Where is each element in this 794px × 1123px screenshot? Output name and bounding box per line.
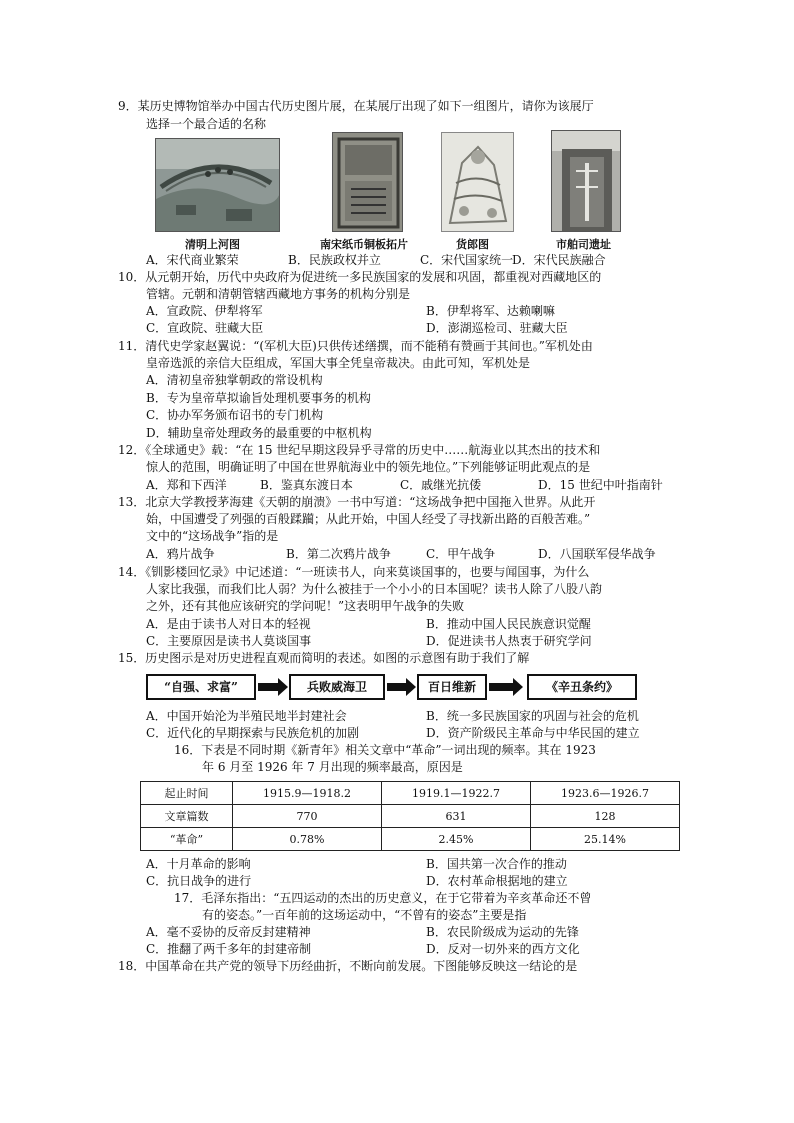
q15-option-d: D．资产阶级民主革命与中华民国的建立: [426, 726, 640, 740]
q17-option-a: A．毫不妥协的反帝反封建精神: [146, 925, 311, 939]
q13-option-d: D．八国联军侵华战争: [538, 547, 656, 561]
q11-option-d: D．辅助皇帝处理政务的最重要的中枢机构: [146, 426, 372, 440]
q9-option-c: C．宋代国家统一: [420, 253, 514, 267]
table-cell: 128: [531, 805, 680, 828]
q17-option-b: B．农民阶级成为运动的先锋: [426, 925, 579, 939]
song-paper-money-plate-rubbing-image: [332, 132, 403, 232]
q9-caption-4: 市舶司遗址: [556, 238, 611, 251]
q9-caption-1: 清明上河图: [185, 238, 240, 251]
q9-stem-line2: 选择一个最合适的名称: [146, 117, 267, 131]
q16-stem-line1: 16．下表是不同时期《新青年》相关文章中“革命”一词出现的频率。其在 1923: [174, 743, 596, 757]
maritime-trade-office-site-image: [551, 130, 621, 232]
q16-option-a: A．十月革命的影响: [146, 857, 251, 871]
q14-stem-line2: 人家比我强，而我们比人弱？为什么被挂于一个小小的日本国呢？读书人除了八股八韵: [146, 582, 603, 596]
table-cell: 631: [382, 805, 531, 828]
q9-option-b: B．民族政权并立: [288, 253, 381, 267]
q14-option-b: B．推动中国人民民族意识觉醒: [426, 617, 591, 631]
q14-stem-line1: 14．《钏影楼回忆录》中记述道：“一班读书人，向来莫谈国事的，也要与闻国事，为什么: [118, 565, 590, 579]
q12-option-c: C．戚继光抗倭: [400, 478, 482, 492]
table-cell: 1919.1—1922.7: [382, 782, 531, 805]
q17-option-c: C．推翻了两千多年的封建帝制: [146, 942, 312, 956]
q9-caption-2: 南宋纸币铜板拓片: [320, 238, 408, 251]
q14-option-c: C．主要原因是读书人莫谈国事: [146, 634, 312, 648]
q13-stem-line3: 文中的“这场战争”指的是: [146, 529, 279, 543]
table-cell: 1923.6—1926.7: [531, 782, 680, 805]
q16-option-c: C．抗日战争的进行: [146, 874, 252, 888]
table-cell: 1915.9—1918.2: [233, 782, 382, 805]
q12-option-d: D．15 世纪中叶指南针: [538, 478, 663, 492]
table-cell: 0.78%: [233, 828, 382, 851]
q18-stem-line1: 18．中国革命在共产党的领导下历经曲折，不断向前发展。下图能够反映这一结论的是: [118, 959, 578, 973]
q11-option-b: B．专为皇帝草拟谕旨处理机要事务的机构: [146, 391, 371, 405]
table-row: [141, 805, 680, 828]
q17-option-d: D．反对一切外来的西方文化: [426, 942, 580, 956]
q11-stem-line1: 11．清代史学家赵翼说：“(军机大臣)只供传述缮撰，而不能稍有赞画于其间也。”军机处由: [118, 339, 593, 353]
flow-arrow-1: [258, 683, 278, 691]
flow-box-self-strengthening: “自强、求富”: [146, 674, 256, 700]
revolution-frequency-table: [140, 781, 680, 851]
q10-option-b: B．伊犁将军、达赖喇嘛: [426, 304, 555, 318]
flow-arrow-2: [387, 683, 406, 691]
q14-stem-line3: 之外，还有其他应该研究的学问呢！”这表明甲午战争的失败: [146, 599, 465, 613]
q13-option-c: C．甲午战争: [426, 547, 496, 561]
table-cell: “革命”: [141, 828, 233, 851]
table-cell: 起止时间: [141, 782, 233, 805]
flow-box-boxer-protocol: 《辛丑条约》: [527, 674, 637, 700]
table-row: [141, 782, 680, 805]
table-row: [141, 828, 680, 851]
q10-option-d: D．澎湖巡检司、驻藏大臣: [426, 321, 568, 335]
q9-option-a: A．宋代商业繁荣: [146, 253, 239, 267]
q15-option-a: A．中国开始沦为半殖民地半封建社会: [146, 709, 347, 723]
q16-option-b: B．国共第一次合作的推动: [426, 857, 567, 871]
q10-option-a: A．宣政院、伊犁将军: [146, 304, 263, 318]
q13-option-b: B．第二次鸦片战争: [286, 547, 391, 561]
q9-caption-3: 货郎图: [456, 238, 489, 251]
q12-option-a: A．郑和下西洋: [146, 478, 227, 492]
q11-option-a: A．清初皇帝独掌朝政的常设机构: [146, 373, 323, 387]
peddler-painting-image: [441, 132, 514, 232]
q17-stem-line2: 有的姿态。”一百年前的这场运动中，“不曾有的姿态”主要是指: [202, 908, 527, 922]
q11-option-c: C．协办军务颁布诏书的专门机构: [146, 408, 324, 422]
q10-option-c: C．宣政院、驻藏大臣: [146, 321, 264, 335]
flow-box-hundred-days-reform: 百日维新: [417, 674, 487, 700]
table-cell: 770: [233, 805, 382, 828]
q10-stem-line2: 管辖。元朝和清朝管辖西藏地方事务的机构分别是: [146, 287, 411, 301]
q12-stem-line2: 惊人的范围，明确证明了中国在世界航海业中的领先地位。”下列能够证明此观点的是: [146, 460, 591, 474]
q17-stem-line1: 17．毛泽东指出：“五四运动的杰出的历史意义，在于它带着为辛亥革命还不曾: [174, 891, 592, 905]
q9-stem-line1: 9．某历史博物馆举办中国古代历史图片展，在某展厅出现了如下一组图片，请你为该展厅: [118, 99, 594, 113]
q14-option-a: A．是由于读书人对日本的轻视: [146, 617, 311, 631]
flow-box-weihaiwei-defeat: 兵败威海卫: [289, 674, 385, 700]
table-cell: 文章篇数: [141, 805, 233, 828]
q9-option-d: D．宋代民族融合: [512, 253, 606, 267]
q13-stem-line2: 始，中国遭受了列强的百般蹂躏；从此开始，中国人经受了寻找新出路的百般苦难。”: [146, 512, 591, 526]
q11-stem-line2: 皇帝选派的亲信大臣组成，军国大事全凭皇帝裁决。由此可知，军机处是: [146, 356, 531, 370]
q15-stem-line1: 15．历史图示是对历史进程直观而简明的表述。如图的示意图有助于我们了解: [118, 651, 530, 665]
q16-stem-line2: 年 6 月至 1926 年 7 月出现的频率最高，原因是: [202, 760, 463, 774]
qingming-painting-image: [155, 138, 280, 232]
q12-stem-line1: 12．《全球通史》载：“在 15 世纪早期这段异乎寻常的历史中……航海业以其杰出的技术和: [118, 443, 601, 457]
q14-option-d: D．促进读书人热衷于研究学问: [426, 634, 592, 648]
q15-option-b: B．统一多民族国家的巩固与社会的危机: [426, 709, 639, 723]
q13-stem-line1: 13．北京大学教授茅海建《天朝的崩溃》一书中写道：“这场战争把中国拖入世界。从此开: [118, 495, 596, 509]
flow-arrow-3: [489, 683, 513, 691]
q12-option-b: B．鉴真东渡日本: [260, 478, 353, 492]
q16-option-d: D．农村革命根据地的建立: [426, 874, 568, 888]
table-cell: 2.45%: [382, 828, 531, 851]
q13-option-a: A．鸦片战争: [146, 547, 215, 561]
q10-stem-line1: 10．从元朝开始，历代中央政府为促进统一多民族国家的发展和巩固，都重视对西藏地区的: [118, 270, 602, 284]
q15-option-c: C．近代化的早期探索与民族危机的加剧: [146, 726, 360, 740]
table-cell: 25.14%: [531, 828, 680, 851]
